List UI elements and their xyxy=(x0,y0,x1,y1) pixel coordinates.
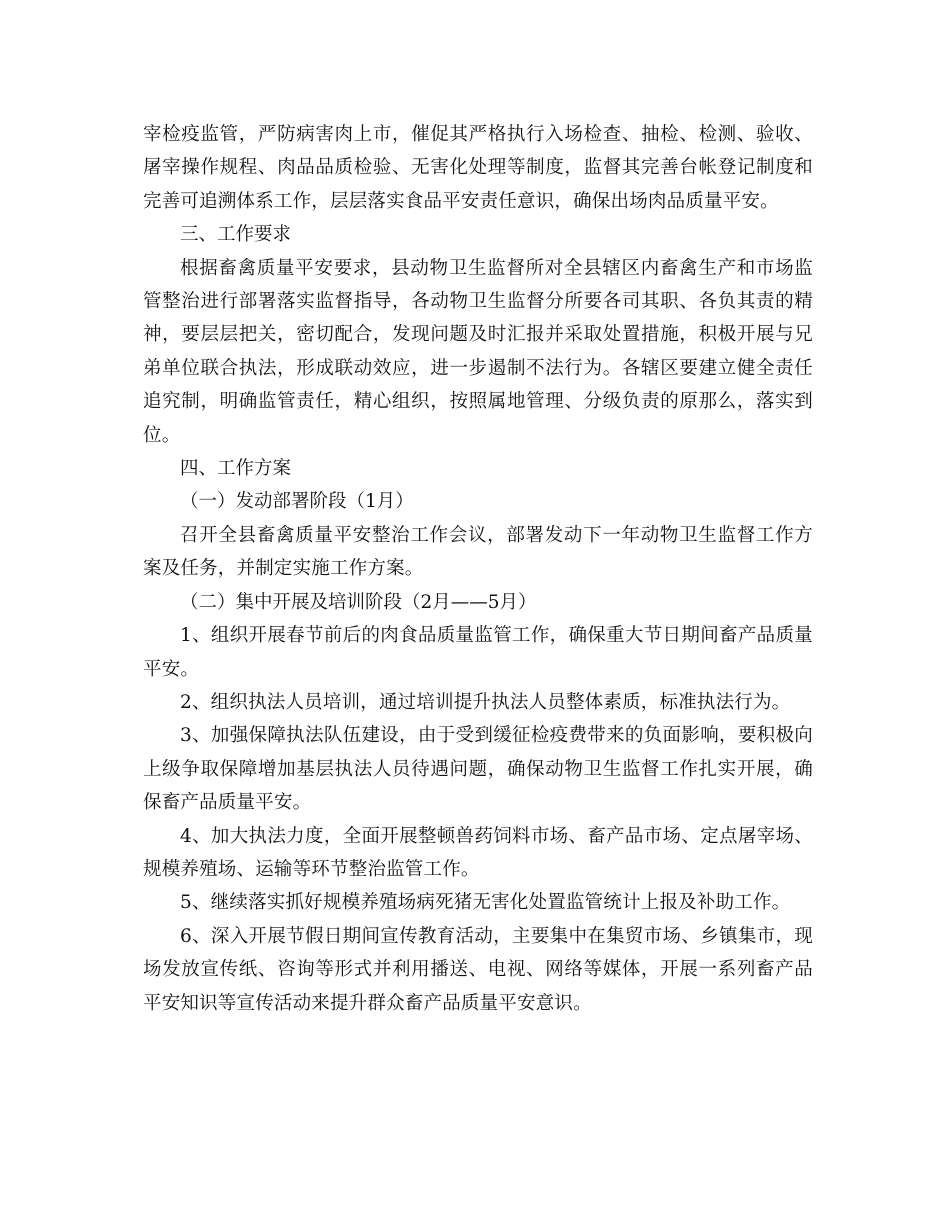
section-heading-plan: 四、工作方案 xyxy=(180,458,292,480)
paragraph-requirements: 根据畜禽质量平安要求，县动物卫生监督所对全县辖区内畜禽生产和市场监管整治进行部署落实监督指导，各动物卫生监督分所要各司其职、各负其责的精神，要层层把关，密切配合，发现问题及时汇报并采取处置措施，积极开展与兄弟单位联合执法，形成联动效应，进一步遏制不法行为。各辖区要建立健全责任追究制，明确监管责任，精心组织，按照属地管理、分级负责的原那么，落实到位。 xyxy=(143,257,813,446)
subheading-deployment-stage: （一）发动部署阶段（1月） xyxy=(180,491,414,513)
list-item-3: 3、加强保障执法队伍建设，由于受到缓征检疫费带来的负面影响，要积极向上级争取保障增加基层执法人员待遇问题，确保动物卫生监督工作扎实开展，确保畜产品质量平安。 xyxy=(143,725,813,814)
document-body xyxy=(143,118,813,1020)
list-item-1: 1、组织开展春节前后的肉食品质量监管工作，确保重大节日期间畜产品质量平安。 xyxy=(143,625,813,680)
list-item-5: 5、继续落实抓好规模养殖场病死猪无害化处置监管统计上报及补助工作。 xyxy=(180,892,791,914)
list-item-4: 4、加大执法力度，全面开展整顿兽药饲料市场、畜产品市场、定点屠宰场、规模养殖场、运输等环节整治监管工作。 xyxy=(143,825,813,880)
paragraph-continued: 宰检疫监管，严防病害肉上市，催促其严格执行入场检查、抽检、检测、验收、屠宰操作规程、肉品品质检验、无害化处理等制度，监督其完善台帐登记制度和完善可追溯体系工作，层层落实食品平安责任意识，确保出场肉品质量平安。 xyxy=(143,124,813,212)
list-item-6: 6、深入开展节假日期间宣传教育活动，主要集中在集贸市场、乡镇集市，现场发放宣传纸、咨询等形式并利用播送、电视、网络等媒体，开展一系列畜产品平安知识等宣传活动来提升群众畜产品质量平安意识。 xyxy=(143,925,813,1014)
subheading-training-stage: （二）集中开展及培训阶段（2月——5月） xyxy=(180,591,537,613)
section-heading-requirements: 三、工作要求 xyxy=(180,224,292,246)
list-item-2: 2、组织执法人员培训，通过培训提升执法人员整体素质，标准执法行为。 xyxy=(180,691,791,713)
paragraph-deployment: 召开全县畜禽质量平安整治工作会议，部署发动下一年动物卫生监督工作方案及任务，并制定实施工作方案。 xyxy=(143,524,813,580)
